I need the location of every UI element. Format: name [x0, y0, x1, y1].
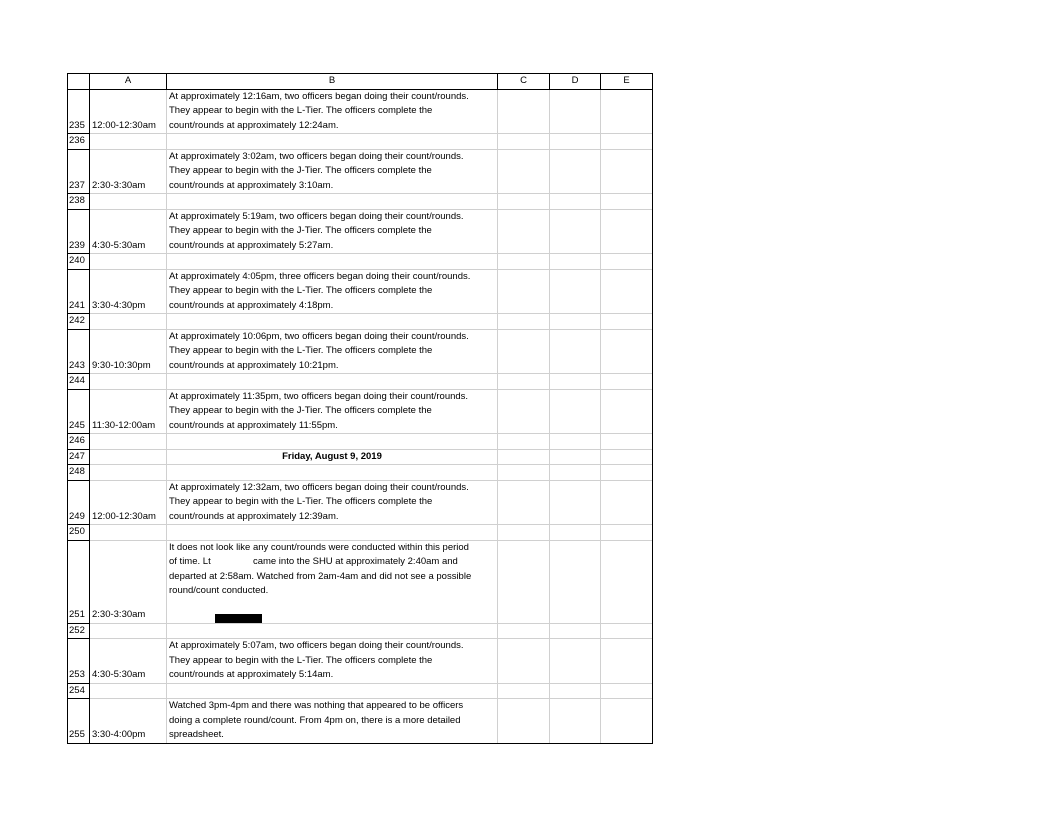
observation-line: They appear to begin with the L-Tier. The officers complete the: [169, 285, 433, 296]
observation-line: They appear to begin with the L-Tier. The officers complete the: [169, 105, 433, 116]
cell-c[interactable]: [498, 434, 550, 450]
observation-cell[interactable]: [167, 374, 498, 390]
cell-a[interactable]: [90, 449, 167, 465]
cell-c[interactable]: [498, 699, 550, 744]
cell-e[interactable]: [601, 209, 653, 254]
observation-line: Watched 3pm-4pm and there was nothing that appeared to be officers: [169, 700, 464, 711]
cell-e[interactable]: [601, 89, 653, 134]
table-row: [68, 434, 653, 450]
row-number[interactable]: 242: [68, 314, 90, 330]
table-row: [68, 449, 653, 465]
time-range-cell[interactable]: [90, 134, 167, 150]
row-number[interactable]: 250: [68, 525, 90, 541]
row-number[interactable]: 235: [68, 89, 90, 134]
observation-line: At approximately 3:02am, two officers began doing their count/rounds.: [169, 150, 464, 162]
cell-c[interactable]: [498, 194, 550, 210]
cell-e[interactable]: [601, 269, 653, 314]
cell-e[interactable]: [601, 149, 653, 194]
cell-d[interactable]: [550, 525, 601, 541]
table-row: [68, 699, 653, 744]
observation-line: count/rounds at approximately 4:18pm.: [169, 299, 334, 311]
cell-e[interactable]: [601, 525, 653, 541]
table-row: [68, 149, 653, 194]
table-row: [68, 540, 653, 623]
cell-c[interactable]: [498, 525, 550, 541]
cell-e[interactable]: [601, 699, 653, 744]
cell-d[interactable]: [550, 389, 601, 434]
cell-c[interactable]: [498, 389, 550, 434]
row-number[interactable]: 248: [68, 465, 90, 481]
row-number[interactable]: 243: [68, 329, 90, 374]
observation-line: At approximately 5:19am, two officers began doing their count/rounds.: [169, 210, 464, 222]
observation-cell[interactable]: [167, 314, 498, 330]
observation-line: count/rounds at approximately 11:55pm.: [169, 419, 338, 431]
date-heading[interactable]: Friday, August 9, 2019: [167, 449, 498, 465]
cell-e[interactable]: [601, 329, 653, 374]
spreadsheet: [67, 73, 653, 744]
row-number[interactable]: 253: [68, 639, 90, 684]
observation-line: They appear to begin with the J-Tier. The officers complete the: [169, 225, 432, 236]
cell-c[interactable]: [498, 254, 550, 270]
cell-e[interactable]: [601, 540, 653, 623]
time-range-cell[interactable]: 12:00-12:30am: [90, 480, 167, 525]
column-header-b[interactable]: B: [167, 74, 498, 90]
cell-c[interactable]: [498, 683, 550, 699]
observation-cell[interactable]: [167, 269, 498, 314]
cell-e[interactable]: [601, 434, 653, 450]
observation-line: At approximately 12:32am, two officers began doing their count/rounds.: [169, 481, 469, 493]
table-row: [68, 329, 653, 374]
cell-d[interactable]: [550, 269, 601, 314]
cell-c[interactable]: [498, 89, 550, 134]
observation-cell[interactable]: [167, 254, 498, 270]
time-range-cell[interactable]: 11:30-12:00am: [90, 389, 167, 434]
time-range-cell[interactable]: 12:00-12:30am: [90, 89, 167, 134]
table-row: [68, 683, 653, 699]
cell-c[interactable]: [498, 623, 550, 639]
row-number[interactable]: 245: [68, 389, 90, 434]
cell-d[interactable]: [550, 329, 601, 374]
row-number[interactable]: 244: [68, 374, 90, 390]
table-row: [68, 389, 653, 434]
time-range-cell[interactable]: 2:30-3:30am: [90, 540, 167, 623]
cell-c[interactable]: [498, 269, 550, 314]
table-row: [68, 480, 653, 525]
cell-c[interactable]: [498, 465, 550, 481]
cell-e[interactable]: [601, 465, 653, 481]
time-range-cell[interactable]: [90, 623, 167, 639]
table-row: [68, 269, 653, 314]
observation-line: At approximately 4:05pm, three officers began doing their count/rounds.: [169, 270, 471, 282]
observation-cell[interactable]: [167, 149, 498, 194]
time-range-cell[interactable]: [90, 194, 167, 210]
table-row: [68, 89, 653, 134]
table-row: [68, 525, 653, 541]
cell-c[interactable]: [498, 209, 550, 254]
column-header-row: [68, 74, 653, 90]
cell-c[interactable]: [498, 540, 550, 623]
table-row: [68, 465, 653, 481]
table-row: [68, 254, 653, 270]
cell-d[interactable]: [550, 639, 601, 684]
observation-line: count/rounds at approximately 5:14am.: [169, 669, 334, 680]
time-range-cell[interactable]: [90, 683, 167, 699]
table-row: [68, 194, 653, 210]
cell-e[interactable]: [601, 623, 653, 639]
time-range-cell[interactable]: [90, 465, 167, 481]
table-row: [68, 134, 653, 150]
table-row: [68, 623, 653, 639]
observation-line: It does not look like any count/rounds were conducted within this period: [169, 541, 469, 553]
cell-d[interactable]: [550, 480, 601, 525]
row-number[interactable]: 246: [68, 434, 90, 450]
row-number[interactable]: 241: [68, 269, 90, 314]
row-number[interactable]: 255: [68, 699, 90, 744]
cell-e[interactable]: [601, 134, 653, 150]
cell-c[interactable]: [498, 149, 550, 194]
cell-e[interactable]: [601, 639, 653, 684]
column-header-d[interactable]: D: [550, 74, 601, 90]
cell-c[interactable]: [498, 134, 550, 150]
cell-d[interactable]: [550, 434, 601, 450]
row-number[interactable]: 254: [68, 683, 90, 699]
row-number[interactable]: 247: [68, 449, 90, 465]
time-range-cell[interactable]: [90, 374, 167, 390]
cell-d[interactable]: [550, 699, 601, 744]
time-range-cell[interactable]: [90, 434, 167, 450]
observation-cell[interactable]: [167, 209, 498, 254]
cell-d[interactable]: [550, 314, 601, 330]
time-range-cell[interactable]: 3:30-4:30pm: [90, 269, 167, 314]
observation-line: of time. Lt came into the SHU at approximately 2:40am and: [169, 556, 458, 567]
observation-line: At approximately 5:07am, two officers began doing their count/rounds.: [169, 640, 464, 651]
redaction-box: [215, 614, 262, 624]
row-number[interactable]: 239: [68, 209, 90, 254]
observation-line: count/rounds at approximately 3:10am.: [169, 179, 334, 191]
observation-line: They appear to begin with the J-Tier. The officers complete the: [169, 405, 432, 416]
observation-cell[interactable]: [167, 465, 498, 481]
table-row: [68, 639, 653, 684]
cell-d[interactable]: [550, 540, 601, 623]
observation-cell[interactable]: [167, 194, 498, 210]
column-header-a[interactable]: A: [90, 74, 167, 90]
time-range-cell[interactable]: [90, 314, 167, 330]
observation-cell[interactable]: [167, 329, 498, 374]
observation-line: spreadsheet.: [169, 729, 224, 740]
cell-d[interactable]: [550, 194, 601, 210]
column-header-e[interactable]: E: [601, 74, 653, 90]
table-row: [68, 209, 653, 254]
row-number[interactable]: 238: [68, 194, 90, 210]
observation-line: They appear to begin with the L-Tier. The officers complete the: [169, 654, 433, 666]
cell-e[interactable]: [601, 449, 653, 465]
observation-cell[interactable]: [167, 639, 498, 684]
row-number[interactable]: 240: [68, 254, 90, 270]
cell-c[interactable]: [498, 480, 550, 525]
row-number[interactable]: 252: [68, 623, 90, 639]
cell-d[interactable]: [550, 623, 601, 639]
cell-e[interactable]: [601, 374, 653, 390]
cell-e[interactable]: [601, 389, 653, 434]
time-range-cell[interactable]: [90, 525, 167, 541]
row-number[interactable]: 237: [68, 149, 90, 194]
observation-line: At approximately 12:16am, two officers began doing their count/rounds.: [169, 90, 469, 102]
cell-c[interactable]: [498, 449, 550, 465]
observation-line: departed at 2:58am. Watched from 2am-4am and did not see a possible: [169, 570, 472, 582]
cell-e[interactable]: [601, 480, 653, 525]
observation-cell[interactable]: [167, 525, 498, 541]
observation-cell[interactable]: [167, 134, 498, 150]
observation-line: At approximately 10:06pm, two officers began doing their count/rounds.: [169, 330, 469, 342]
cell-d[interactable]: [550, 683, 601, 699]
row-number[interactable]: 236: [68, 134, 90, 150]
observation-line: They appear to begin with the L-Tier. The officers complete the: [169, 496, 433, 507]
observation-cell[interactable]: [167, 540, 498, 623]
time-range-cell[interactable]: 2:30-3:30am: [90, 149, 167, 194]
time-range-cell[interactable]: 9:30-10:30pm: [90, 329, 167, 374]
cell-c[interactable]: [498, 374, 550, 390]
cell-e[interactable]: [601, 194, 653, 210]
observation-cell[interactable]: [167, 89, 498, 134]
cell-c[interactable]: [498, 639, 550, 684]
column-header-c[interactable]: C: [498, 74, 550, 90]
cell-e[interactable]: [601, 254, 653, 270]
cell-c[interactable]: [498, 329, 550, 374]
observation-line: count/rounds at approximately 12:24am.: [169, 119, 339, 131]
observation-line: count/rounds at approximately 5:27am.: [169, 239, 334, 251]
cell-d[interactable]: [550, 89, 601, 134]
cell-c[interactable]: [498, 314, 550, 330]
observation-cell[interactable]: [167, 389, 498, 434]
observation-line: They appear to begin with the L-Tier. The officers complete the: [169, 345, 433, 356]
cell-d[interactable]: [550, 209, 601, 254]
cell-d[interactable]: [550, 254, 601, 270]
observation-cell[interactable]: [167, 699, 498, 744]
cell-d[interactable]: [550, 449, 601, 465]
cell-d[interactable]: [550, 134, 601, 150]
time-range-cell[interactable]: 3:30-4:00pm: [90, 699, 167, 744]
observation-line: They appear to begin with the J-Tier. The officers complete the: [169, 165, 432, 176]
observation-line: count/rounds at approximately 10:21pm.: [169, 359, 339, 371]
cell-e[interactable]: [601, 314, 653, 330]
cell-d[interactable]: [550, 465, 601, 481]
observation-cell[interactable]: [167, 434, 498, 450]
cell-d[interactable]: [550, 374, 601, 390]
observation-line: count/rounds at approximately 12:39am.: [169, 510, 339, 522]
observation-cell[interactable]: [167, 683, 498, 699]
observation-line: At approximately 11:35pm, two officers began doing their count/rounds.: [169, 390, 469, 402]
observation-cell[interactable]: [167, 623, 498, 639]
observation-cell[interactable]: [167, 480, 498, 525]
time-range-cell[interactable]: 4:30-5:30am: [90, 639, 167, 684]
corner-cell[interactable]: [68, 74, 90, 90]
time-range-cell[interactable]: 4:30-5:30am: [90, 209, 167, 254]
observation-line: doing a complete round/count. From 4pm on, there is a more detailed: [169, 714, 461, 726]
observation-line: round/count conducted.: [169, 585, 269, 596]
cell-d[interactable]: [550, 149, 601, 194]
row-number[interactable]: 249: [68, 480, 90, 525]
table-row: [68, 314, 653, 330]
table-row: [68, 374, 653, 390]
cell-e[interactable]: [601, 683, 653, 699]
time-range-cell[interactable]: [90, 254, 167, 270]
row-number[interactable]: 251: [68, 540, 90, 623]
